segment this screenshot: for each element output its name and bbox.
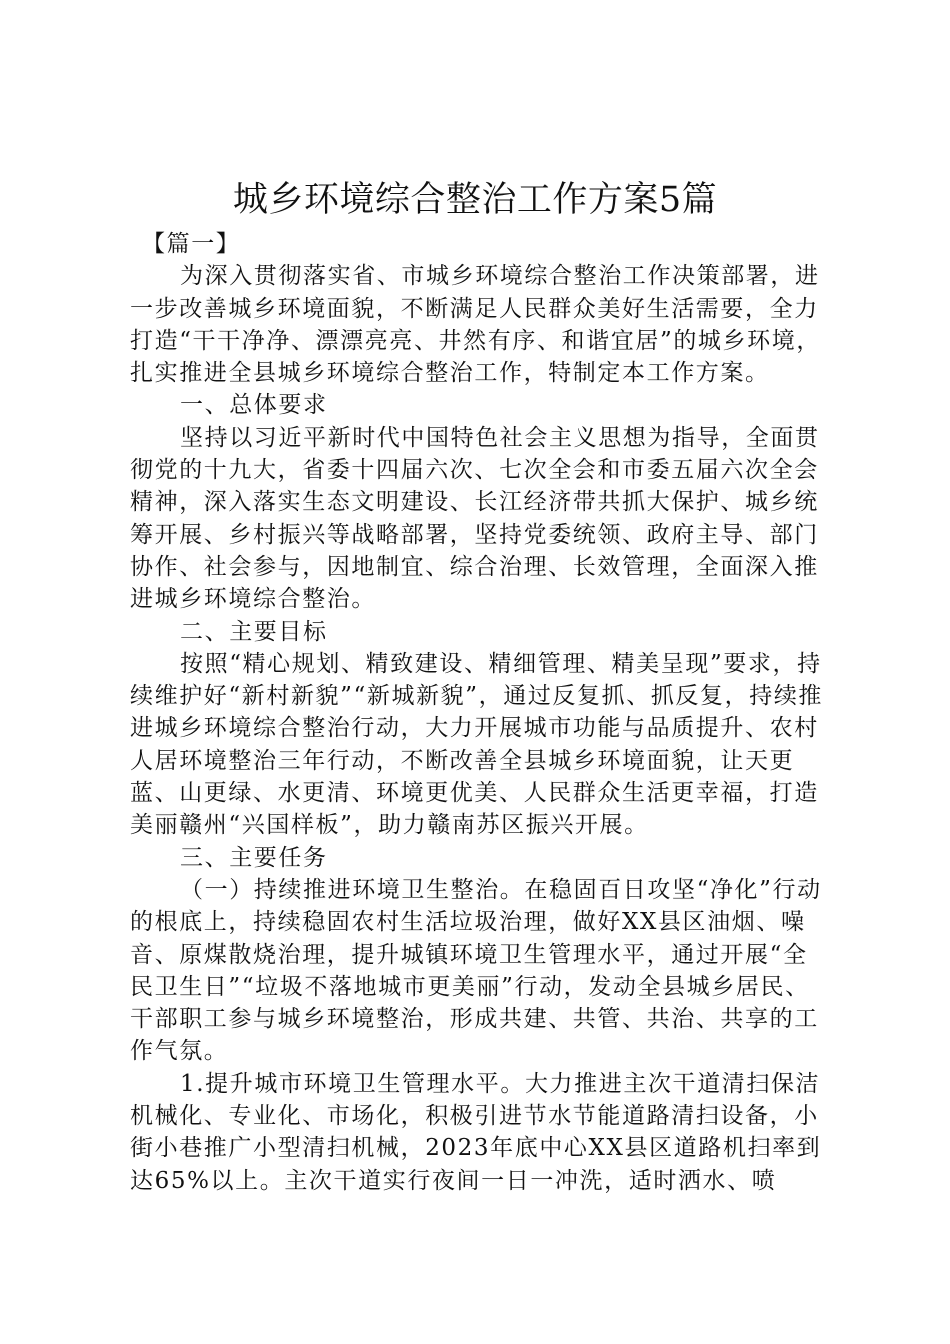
- heading-main-tasks: 三、主要任务: [180, 844, 328, 871]
- paragraph-intro: 为深入贯彻落实省、市城乡环境综合整治工作决策部署，进一步改善城乡环境面貌，不断满足人民群众美好生活需要，全力打造“干干净净、漂漂亮亮、井然有序、和谐宜居”的城乡环境，扎实推进全县城乡环境综合整治工作，特制定本工作方案。: [130, 263, 821, 387]
- heading-main-goals: 二、主要目标: [180, 618, 328, 645]
- heading-general-requirements: 一、总体要求: [180, 392, 328, 419]
- paragraph-main-goals: 按照“精心规划、精致建设、精细管理、精美呈现”要求，持续维护好“新村新貌”“新城新貌”，通过反复抓、抓反复，持续推进城乡环境综合整治行动，大力开展城市功能与品质提升、农村人居环境整治三年行动，不断改善全县城乡环境面貌，让天更蓝、山更绿、水更清、环境更优美、人民群众生活更幸福，打造美丽赣州“兴国样板”，助力赣南苏区振兴开展。: [130, 650, 824, 839]
- document-body: [130, 228, 825, 1197]
- section-label: 【篇一】: [142, 231, 241, 257]
- paragraph-general-requirements: 坚持以习近平新时代中国特色社会主义思想为指导，全面贯彻党的十九大，省委十四届六次、七次全会和市委五届六次全会精神，深入落实生态文明建设、长江经济带共抓大保护、城乡统筹开展、乡村振兴等战略部署，坚持党委统领、政府主导、部门协作、社会参与，因地制宜、综合治理、长效管理，全面深入推进城乡环境综合整治。: [130, 424, 820, 613]
- paragraph-task-1: （一）持续推进环境卫生整治。在稳固百日攻坚“净化”行动的根底上，持续稳固农村生活垃圾治理，做好XX县区油烟、噪音、原煤散烧治理，提升城镇环境卫生管理水平，通过开展“全民卫生日”“垃圾不落地城市更美丽”行动，发动全县城乡居民、干部职工参与城乡环境整治，形成共建、共管、共治、共享的工作气氛。: [130, 876, 822, 1065]
- paragraph-task-1-item-1: 1.提升城市环境卫生管理水平。大力推进主次干道清扫保洁机械化、专业化、市场化，积极引进节水节能道路清扫设备，小街小巷推广小型清扫机械，2023年底中心XX县区道路机扫率到达65%以上。主次干道实行夜间一日一冲洗，适时洒水、喷: [130, 1070, 822, 1194]
- document-title: 城乡环境综合整治工作方案5篇: [232, 180, 718, 220]
